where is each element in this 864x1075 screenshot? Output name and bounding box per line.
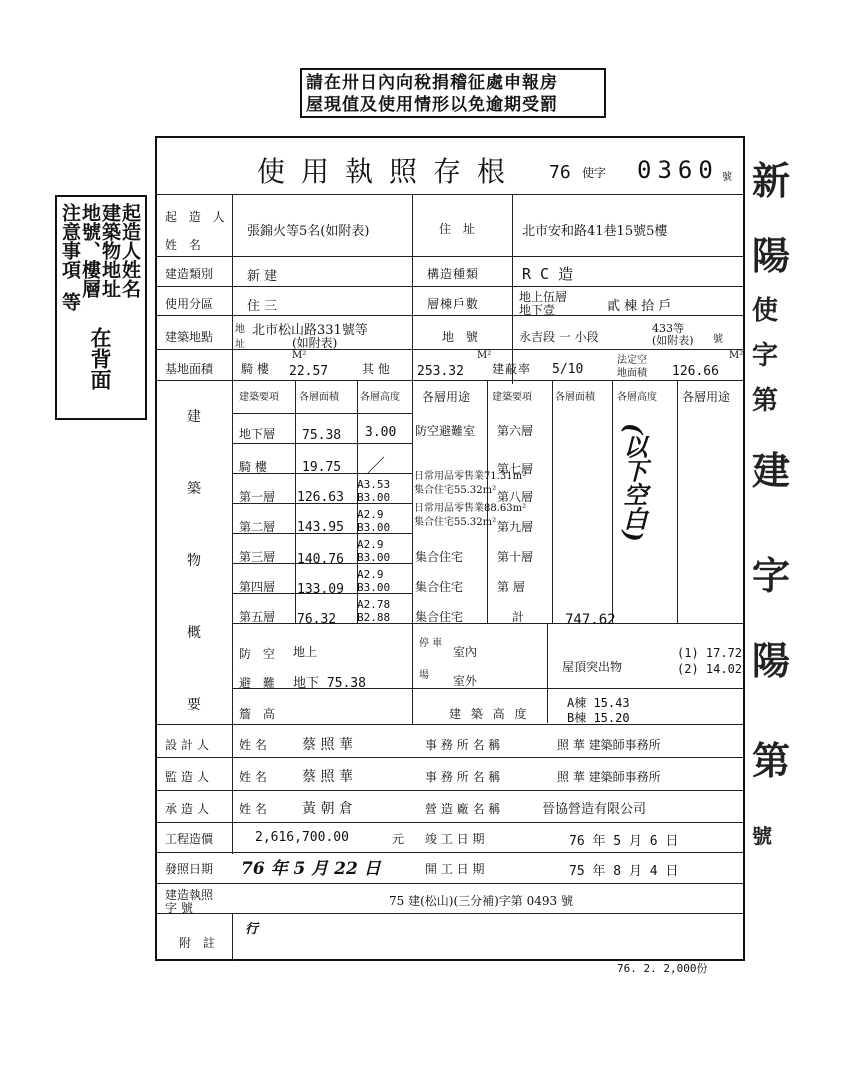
overview-side-5: 要 xyxy=(187,697,201,713)
contractor-office-label: 營 造 廠 名 稱 xyxy=(425,802,501,816)
permit-value: 75 建(松山)(三分補)字第 0493 號 xyxy=(389,894,573,908)
item-name-4f: 第四層 xyxy=(239,580,276,594)
edge-char-6: 建 xyxy=(752,448,791,493)
notice-box xyxy=(300,68,606,118)
item-area-arcade: 19.75 xyxy=(302,460,342,475)
col-area-header-right: 各層面積 xyxy=(555,392,595,403)
area-unit-2: M² xyxy=(477,350,492,361)
col-use-header: 各層用途 xyxy=(422,390,471,404)
overview-side-2: 築 xyxy=(187,481,201,497)
site-address: 北市松山路331號等 xyxy=(252,323,368,338)
height-b: B棟 15.20 xyxy=(567,711,630,725)
edge-char-10: 號 xyxy=(752,824,772,848)
item-height-2f: A2.9 B3.00 xyxy=(357,508,391,534)
height-a: A棟 15.43 xyxy=(567,696,630,710)
edge-char-9: 第 xyxy=(752,738,791,783)
item-area-4f: 133.09 xyxy=(297,582,344,597)
shelter-below: 地下 75.38 xyxy=(293,676,366,691)
permit-form xyxy=(155,136,745,961)
designer-office-label: 事 務 所 名 稱 xyxy=(425,738,501,752)
parking-label-2: 場 xyxy=(419,670,429,681)
side-note-extra: 等 xyxy=(59,292,81,311)
bldg-height-label: 建 築 高 度 xyxy=(449,707,530,721)
notice-line-1: 請在卅日內向稅捐稽征處申報房 xyxy=(306,73,558,93)
site-address-2: (如附表) xyxy=(292,336,338,350)
arcade-label: 騎 樓 xyxy=(241,362,269,376)
zone-label: 使用分區 xyxy=(165,297,214,311)
item-name-b1: 地下層 xyxy=(239,427,276,441)
item-height-4f: A2.9 B3.00 xyxy=(357,568,391,594)
eave-label: 簷 高 xyxy=(239,707,279,721)
permit-year: 76 xyxy=(549,162,571,183)
parking-outdoor: 室外 xyxy=(453,674,478,688)
col-height-header-right: 各層高度 xyxy=(617,392,657,403)
shelter-label-1: 防 空 xyxy=(239,647,279,661)
lot-label: 地 號 xyxy=(442,330,482,344)
overview-side-3: 物 xyxy=(187,553,201,569)
floors-label: 層棟戶數 xyxy=(427,297,480,311)
buildings-units: 貳 棟 拾 戶 xyxy=(607,299,672,314)
notice-line-2: 屋現值及使用情形以免逾期受罰 xyxy=(306,95,558,115)
build-type-value: 新 建 xyxy=(247,269,278,284)
completion-label: 竣 工 日 期 xyxy=(425,832,485,846)
print-run: 76. 2. 2,000份 xyxy=(617,962,708,975)
right-item-9f: 第九層 xyxy=(497,520,534,534)
col-item-header: 建築要項 xyxy=(239,392,279,403)
item-name-5f: 第五層 xyxy=(239,610,276,624)
col-item-header-right: 建築要項 xyxy=(492,392,532,403)
zone-value: 住 三 xyxy=(247,299,278,314)
side-note-col-2: 建築物地址 xyxy=(99,203,121,298)
parking-label-1: 停 車 xyxy=(419,638,443,649)
permit-label-2: 字 號 xyxy=(165,901,193,915)
other-label: 其 他 xyxy=(362,362,390,376)
item-area-5f: 76.32 xyxy=(297,612,337,627)
supervisor-label: 監造人 xyxy=(165,770,214,784)
struct-label: 構造種類 xyxy=(427,267,480,281)
lot-value: 永吉段 一 小段 xyxy=(519,330,599,344)
shelter-label-2: 避 難 xyxy=(239,676,279,690)
issue-label: 發照日期 xyxy=(165,862,214,876)
right-item-7f: 第七層 xyxy=(497,462,534,476)
overview-side-4: 概 xyxy=(187,625,201,641)
edge-char-4: 字 xyxy=(752,341,779,371)
supervisor-name-label: 姓 名 xyxy=(239,770,267,784)
arcade-value: 22.57 xyxy=(289,364,329,379)
side-note-col-4: 注意事項 xyxy=(59,203,81,279)
lot-value-2: 433等 xyxy=(652,322,684,335)
other-value: 253.32 xyxy=(417,364,464,379)
item-height-5f: A2.78 B2.88 xyxy=(357,598,391,624)
form-title: 使用執照存根 xyxy=(257,155,522,188)
right-item-total: 計 xyxy=(512,610,525,624)
area-unit-1: M² xyxy=(292,350,307,361)
remarks-label: 附 註 xyxy=(179,936,219,950)
side-note-col-3: 地號、樓層 xyxy=(79,203,101,298)
item-name-3f: 第三層 xyxy=(239,550,276,564)
col-area-header: 各層面積 xyxy=(299,392,339,403)
applicant-addr: 北市安和路41巷15號5樓 xyxy=(522,224,668,239)
floors-above: 地上伍層 xyxy=(519,290,568,304)
item-area-b1: 75.38 xyxy=(302,428,342,443)
edge-char-7: 字 xyxy=(752,553,791,598)
side-note-box xyxy=(55,195,147,420)
remarks-text: 行 xyxy=(245,922,259,937)
shelter-above: 地上 xyxy=(293,645,318,659)
site-sub-1: 地 xyxy=(235,324,245,335)
start-date: 75 年 8 月 4 日 xyxy=(569,864,679,879)
applicant-label-1: 起 造 人 xyxy=(165,210,229,224)
item-height-arcade: ／ xyxy=(367,456,385,477)
completion-date: 76 年 5 月 6 日 xyxy=(569,834,679,849)
item-name-1f: 第一層 xyxy=(239,490,276,504)
item-area-3f: 140.76 xyxy=(297,552,344,567)
contractor-name-label: 姓 名 xyxy=(239,802,267,816)
right-item-8f: 第八層 xyxy=(497,490,534,504)
roof-value-2: (2) 14.02 xyxy=(677,662,743,676)
designer-name-label: 姓 名 xyxy=(239,738,267,752)
open-value: 126.66 xyxy=(672,364,719,379)
item-height-b1: 3.00 xyxy=(365,425,397,440)
build-type-label: 建造類別 xyxy=(165,267,214,281)
issue-date: 76 年 5 月 22 日 xyxy=(241,859,381,879)
edge-char-8: 陽 xyxy=(752,638,791,683)
item-use-3f: 集合住宅 xyxy=(415,550,464,564)
cost-label: 工程造價 xyxy=(165,832,214,846)
right-item-6f: 第六層 xyxy=(497,424,534,438)
site-sub-2: 址 xyxy=(235,339,245,350)
permit-suffix: 號 xyxy=(722,172,732,183)
lot-value-3: (如附表) xyxy=(652,334,694,347)
col-use-header-right: 各層用途 xyxy=(682,390,731,404)
ratio-value: 5/10 xyxy=(552,362,584,377)
ratio-label: 建蔽率 xyxy=(492,362,532,376)
designer-label: 設計人 xyxy=(165,738,214,752)
total-area: 747.62 xyxy=(565,612,616,628)
applicant-addr-label: 住 址 xyxy=(439,222,479,236)
floors-below: 地下壹 xyxy=(519,303,556,317)
supervisor-name: 蔡 照 華 xyxy=(302,769,353,785)
cost-value: 2,616,700.00 xyxy=(255,830,349,845)
edge-char-1: 新 xyxy=(752,158,791,203)
side-note-col-1: 起造人姓名 xyxy=(119,203,141,298)
edge-char-5: 第 xyxy=(752,386,779,416)
item-use-5f: 集合住宅 xyxy=(415,610,464,624)
item-height-3f: A2.9 B3.00 xyxy=(357,538,391,564)
start-label: 開 工 日 期 xyxy=(425,862,485,876)
blank-note: (以下空白) xyxy=(619,423,648,542)
edge-char-3: 使 xyxy=(752,296,779,326)
struct-value: R C 造 xyxy=(522,265,574,283)
roof-label: 屋頂突出物 xyxy=(562,660,623,674)
permit-number: 0360 xyxy=(637,156,719,184)
cost-unit: 元 xyxy=(392,832,405,846)
permit-label-1: 建造執照 xyxy=(165,888,214,902)
right-item-10f: 第十層 xyxy=(497,550,534,564)
item-area-2f: 143.95 xyxy=(297,520,344,535)
area-unit-3: M² xyxy=(729,350,744,361)
item-use-4f: 集合住宅 xyxy=(415,580,464,594)
supervisor-office: 照 華 建築師事務所 xyxy=(557,770,661,784)
overview-side-1: 建 xyxy=(187,409,201,425)
supervisor-office-label: 事 務 所 名 稱 xyxy=(425,770,501,784)
side-note-col-5: 在背面 xyxy=(88,327,113,390)
item-use-1f: 日常用品零售業71.31m² 集合住宅55.32m² xyxy=(414,471,527,496)
lot-suffix: 號 xyxy=(713,334,723,345)
open-label-2: 地面積 xyxy=(617,368,647,379)
designer-office: 照 華 建築師事務所 xyxy=(557,738,661,752)
site-label: 建築地點 xyxy=(165,330,214,344)
designer-name: 蔡 照 華 xyxy=(302,737,353,753)
item-area-1f: 126.63 xyxy=(297,490,344,505)
applicant-label-2: 姓 名 xyxy=(165,238,205,252)
applicant-name: 張錦火等5名(如附表) xyxy=(247,224,370,239)
edge-char-2: 陽 xyxy=(752,233,791,278)
contractor-name: 黃 朝 倉 xyxy=(302,801,353,817)
area-label: 基地面積 xyxy=(165,362,214,376)
item-use-b1: 防空避難室 xyxy=(415,424,476,438)
item-height-1f: A3.53 B3.00 xyxy=(357,478,391,504)
roof-value-1: (1) 17.72 xyxy=(677,646,743,660)
contractor-label: 承造人 xyxy=(165,802,214,816)
item-name-arcade: 騎 樓 xyxy=(239,460,267,474)
open-label-1: 法定空 xyxy=(617,355,647,366)
contractor-office: 晉協營造有限公司 xyxy=(542,802,647,817)
permit-word: 使字 xyxy=(582,166,607,180)
parking-indoor: 室內 xyxy=(453,645,478,659)
right-item-nf: 第 層 xyxy=(497,580,525,594)
item-name-2f: 第二層 xyxy=(239,520,276,534)
item-use-2f: 日常用品零售業88.63m² 集合住宅55.32m² xyxy=(414,503,527,528)
col-height-header: 各層高度 xyxy=(360,392,400,403)
